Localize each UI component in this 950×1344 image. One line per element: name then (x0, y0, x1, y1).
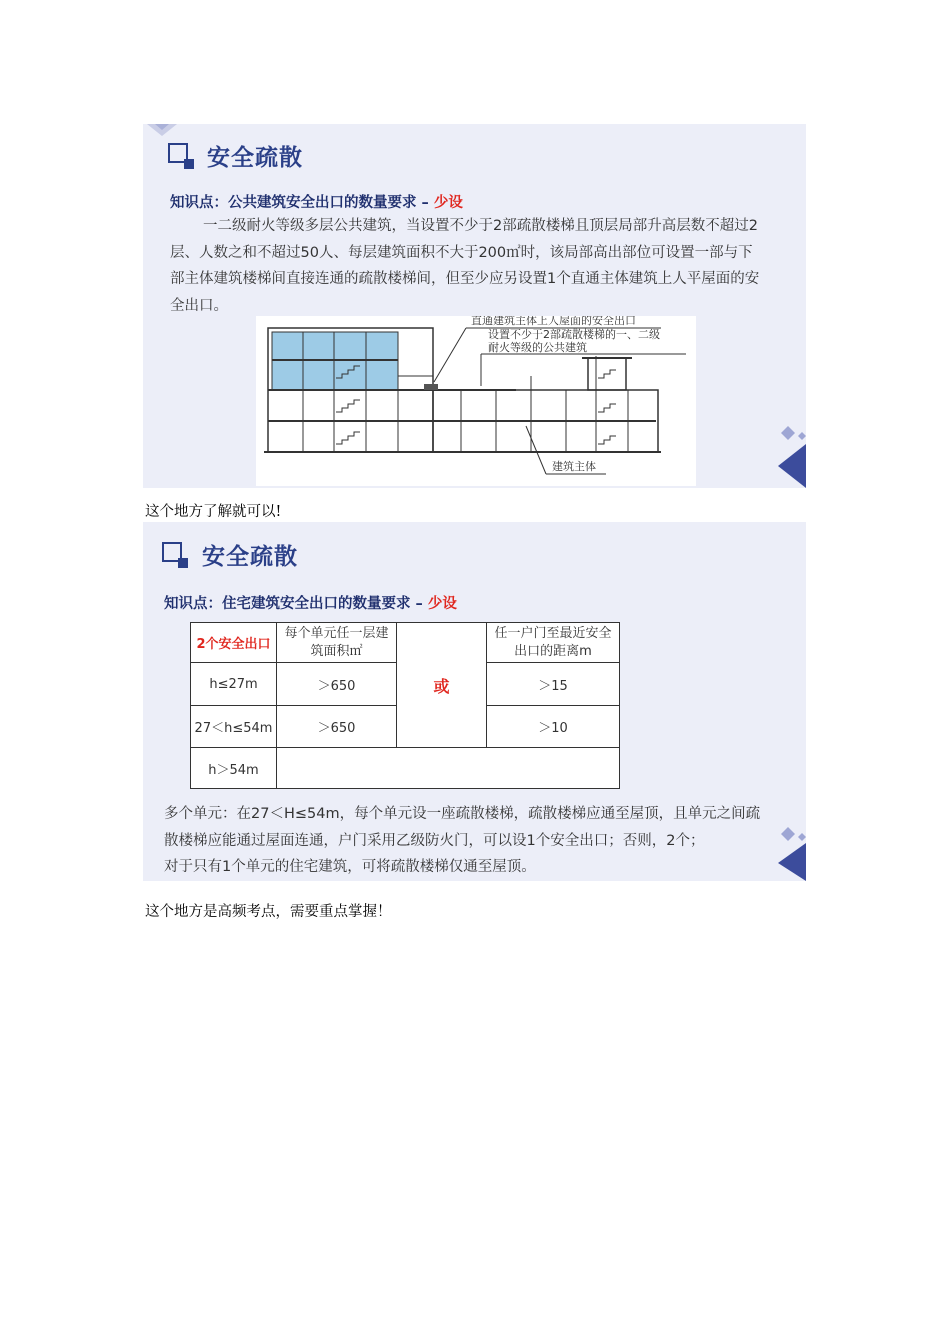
paragraph (170, 213, 800, 319)
section-square-icon (162, 542, 188, 568)
section-title: 安全疏散 (202, 544, 298, 570)
knowledge-point (164, 592, 457, 613)
table-header-row (191, 623, 620, 663)
table-cell: h＞54m (191, 748, 277, 789)
figure-label: 建筑主体 (552, 460, 596, 473)
paragraph-line: 散楼梯应能通过屋面连通，户门采用乙级防火门，可以设1个安全出口；否则，2个； (164, 832, 705, 849)
knowledge-card-public-building (143, 124, 806, 488)
table-header-cell (487, 623, 620, 663)
paragraph-line: 对于只有1个单元的住宅建筑，可将疏散楼梯仅通至屋顶。 (164, 859, 536, 875)
section-title: 安全疏散 (207, 145, 303, 171)
paragraph (164, 801, 804, 881)
knowledge-label: 知识点：公共建筑安全出口的数量要求 – (170, 195, 434, 211)
diamond-decoration-icon (756, 424, 806, 488)
table-cell: ＞10 (487, 706, 620, 748)
header-line: 筑面积㎡ (310, 643, 363, 659)
or-cell: 或 (397, 623, 487, 748)
table-cell-empty (277, 748, 620, 789)
knowledge-tag: 少设 (433, 195, 463, 211)
table-header-cell: 2个安全出口 (191, 623, 277, 663)
paragraph-line: 部主体建筑楼梯间直接连通的疏散楼梯间，但至少应另设置1个直通主体建筑上人平屋面的安 (170, 271, 760, 287)
exit-requirement-table (190, 622, 620, 789)
triangle-decoration-icon (147, 124, 177, 138)
table-row (191, 748, 620, 789)
paragraph-line: 多个单元：在27＜H≤54m，每个单元设一座疏散楼梯，疏散楼梯应通至屋顶，且单元之间疏 (164, 806, 761, 822)
paragraph-line: 一二级耐火等级多层公共建筑，当设置不少于2部疏散楼梯且顶层局部升高层数不超过2 (203, 218, 758, 234)
table-header-cell (277, 623, 397, 663)
figure-label: 设置不少于2部疏散楼梯的一、二级 (488, 328, 660, 341)
table-cell: ＞15 (487, 663, 620, 706)
building-section-diagram (256, 316, 696, 486)
caption-note: 这个地方是高频考点，需要重点掌握！ (145, 904, 392, 920)
caption-note: 这个地方了解就可以! (145, 504, 282, 520)
knowledge-card-residential-building (143, 522, 806, 881)
figure-label: 耐火等级的公共建筑 (488, 341, 587, 354)
figure-label: 直通建筑主体上人屋面的安全出口 (471, 316, 636, 327)
paragraph-line: 层、人数之和不超过50人、每层建筑面积不大于200㎡时，该局部高出部位可设置一部与下 (170, 244, 753, 261)
knowledge-label: 知识点：住宅建筑安全出口的数量要求 – (164, 596, 428, 612)
section-square-icon (168, 143, 194, 169)
knowledge-tag: 少设 (427, 596, 457, 612)
header-line: 任一户门至最近安全 (494, 625, 612, 641)
table-cell: ＞650 (277, 706, 397, 748)
diamond-decoration-icon (756, 825, 806, 881)
paragraph-line: 全出口。 (170, 297, 228, 314)
table-cell: h≤27m (191, 663, 277, 706)
table-cell: ＞650 (277, 663, 397, 706)
table-cell: 27＜h≤54m (191, 706, 277, 748)
knowledge-point (170, 191, 463, 212)
header-line: 出口的距离m (514, 643, 592, 659)
header-line: 每个单元任一层建 (284, 625, 389, 641)
